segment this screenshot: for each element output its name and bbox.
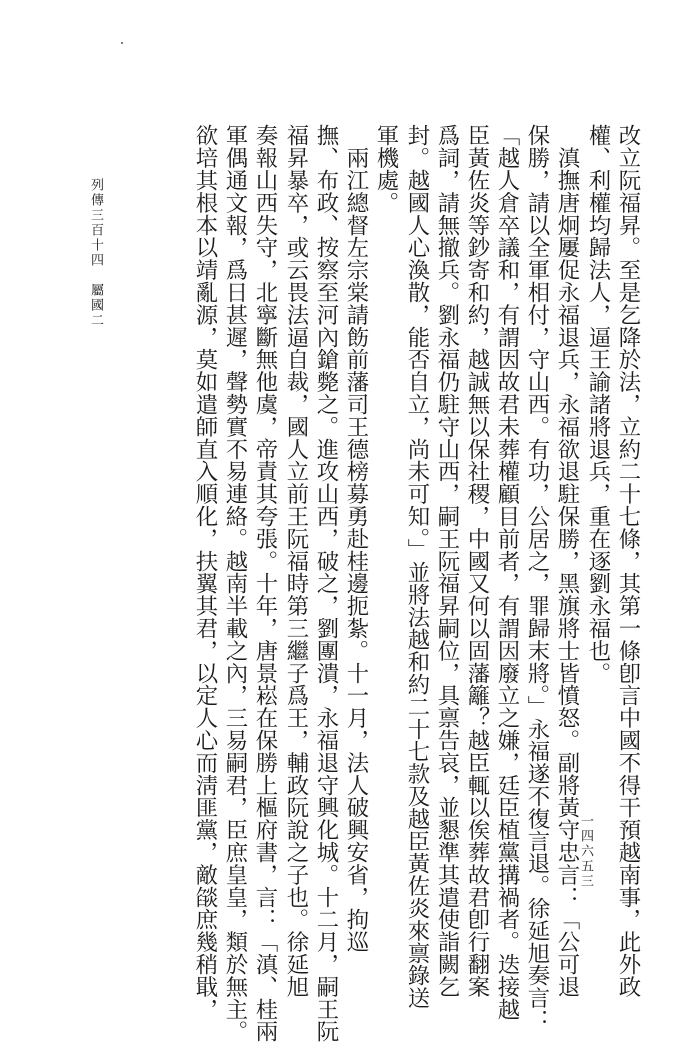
text-column: 兩江總督左宗棠請飭前藩司王德榜募勇赴桂邊扼紮。十一月，法人破興安省，拘巡	[343, 124, 369, 953]
running-header: 列傳三百十四 屬國二	[88, 178, 103, 328]
page-number: 一四六五三	[578, 814, 593, 889]
print-speck	[121, 42, 123, 44]
text-column: 封。越國人心渙散，能否自立，尚未可知。」並將法越和約二十七款及越臣黃佐炎來禀錄送	[404, 124, 430, 1009]
text-column: 欲培其根本以靖亂源，莫如遣師直入順化，扶翼其君，以定人心而淸匪黨，敵燄庶幾稍戢，	[192, 124, 218, 1020]
text-column: 權、利權均歸法人，逼王諭諸將退兵，重在逐劉永福也。	[585, 124, 611, 684]
text-column: 撫、布政、按察至河內鎗斃之。進攻山西，破之，劉團潰，永福退守興化城。十二月，嗣王阮	[313, 124, 339, 1042]
text-column: 滇撫唐炯屢促永福退兵，永福欲退駐保勝，黑旗將士皆憤怒。副將黃守忠言：「公可退	[554, 124, 580, 998]
text-column: 爲詞，請無撤兵。劉永福仍駐守山西，嗣王阮福昇嗣位，具禀告哀，並懇準其遣使詣闕乞	[434, 124, 460, 998]
text-column: 「越人倉卒議和，有謂因故君未葬權顧目前者，有謂因廢立之嫌，廷臣植黨搆禍者。迭接越	[494, 124, 520, 1020]
text-column: 臣黃佐炎等鈔寄和約，越誠無以保社稷，中國又何以固藩籬？越臣輒以俟葬故君卽行翻案	[464, 124, 490, 998]
text-column: 軍偶通文報，爲日甚遲，聲勢實不易連絡。越南半載之內，三易嗣君，臣庶皇皇，類於無主。	[222, 124, 248, 1042]
text-column: 福昇暴卒，或云畏法逼自裁，國人立前王阮福時第三繼子爲王，輔政阮說之子也。徐延旭	[283, 124, 309, 998]
text-column: 奏報山西失守，北寧斷無他虞，帝責其夸張。十年，唐景崧在保勝上樞府書，言：「滇、桂兩	[252, 124, 278, 1042]
text-column: 保勝，請以全軍相付，守山西。有功，公居之，罪歸末將。」永福遂不復言退。徐延旭奏言：	[524, 124, 550, 1032]
text-column: 改立阮福昇。至是乞降於法，立約二十七條，其第一條卽言中國不得干預越南事，此外政	[615, 124, 641, 998]
text-column: 軍機處。	[373, 124, 399, 214]
